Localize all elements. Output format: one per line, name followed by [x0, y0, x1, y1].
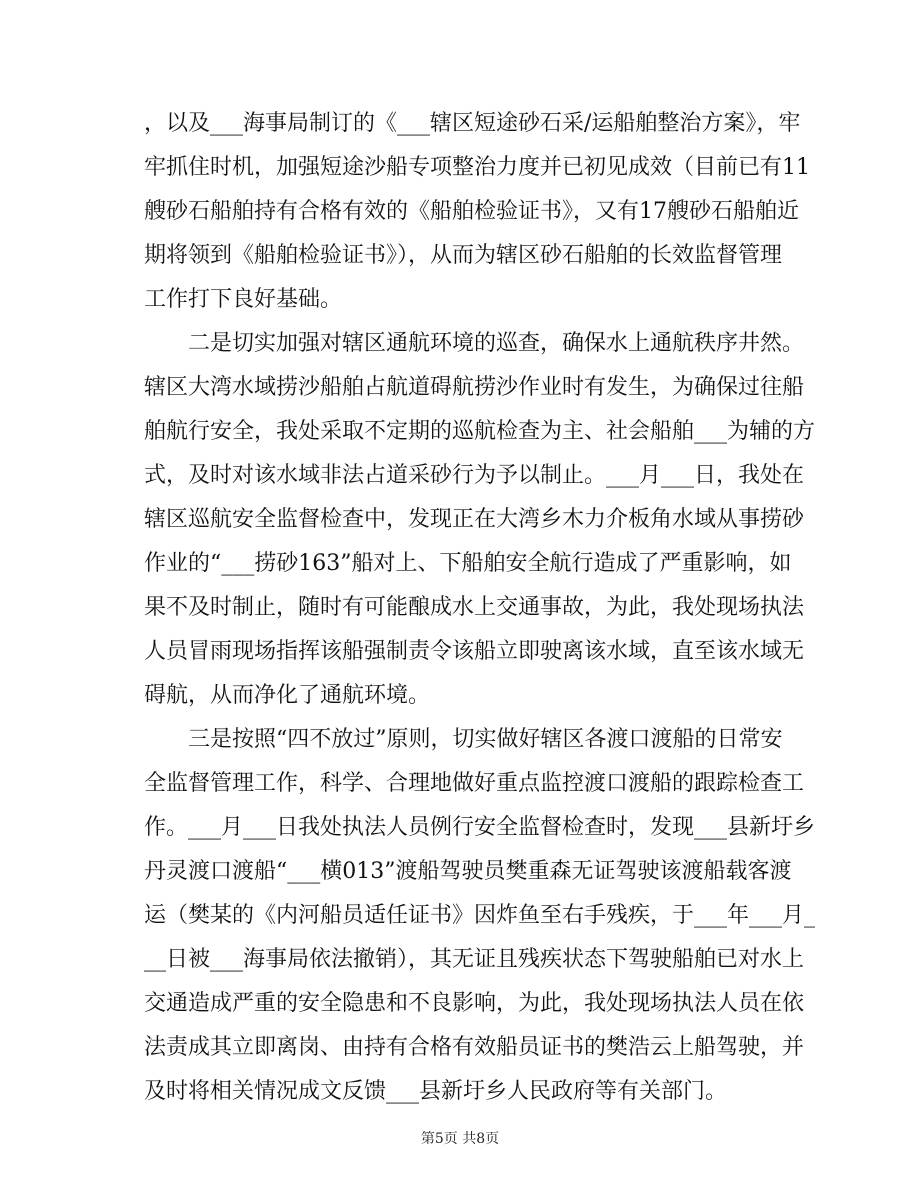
paragraph-3-line-9: 及时将相关情况成文反馈___县新圩乡人民政府等有关部门。 — [144, 1079, 728, 1104]
paragraph-1-line-4: 期将领到《船舶检验证书》），从而为辖区砂石船舶的长效监督管理 — [144, 243, 783, 268]
paragraph-2-line-4: 式，及时对该水域非法占道采砂行为予以制止。___月___日，我处在 — [144, 463, 805, 488]
paragraph-3-line-8: 法责成其立即离岗、由持有合格有效船员证书的樊浩云上船驾驶，并 — [144, 1035, 805, 1060]
paragraph-2-line-2: 辖区大湾水域捞沙船舶占航道碍航捞沙作业时有发生，为确保过往船 — [144, 375, 805, 400]
paragraph-3-line-6: __日被___海事局依法撤销），其无证且残疾状态下驾驶船舶已对水上 — [144, 947, 805, 972]
page-number-footer: 第5页 共8页 — [420, 1131, 500, 1147]
paragraph-1-line-2: 牢抓住时机，加强短途沙船专项整治力度并已初见成效（目前已有11 — [144, 155, 810, 180]
paragraph-2-line-3: 舶航行安全，我处采取不定期的巡航检查为主、社会船舶___为辅的方 — [144, 419, 816, 444]
paragraph-2-line-8: 人员冒雨现场指挥该船强制责令该船立即驶离该水域，直至该水域无 — [144, 639, 805, 664]
paragraph-2-line-7: 果不及时制止，随时有可能酿成水上交通事故，为此，我处现场执法 — [144, 595, 805, 620]
paragraph-3-line-7: 交通造成严重的安全隐患和不良影响，为此，我处现场执法人员在依 — [144, 991, 805, 1016]
paragraph-2-line-5: 辖区巡航安全监督检查中，发现正在大湾乡木力介板角水域从事捞砂 — [144, 507, 805, 532]
paragraph-1-line-3: 艘砂石船舶持有合格有效的《船舶检验证书》，又有17艘砂石船舶近 — [144, 199, 799, 224]
paragraph-3-line-3: 作。___月___日我处执法人员例行安全监督检查时，发现___县新圩乡 — [144, 815, 816, 840]
paragraph-1-line-5: 工作打下良好基础。 — [144, 287, 343, 312]
paragraph-2-line-9: 碍航，从而净化了通航环境。 — [144, 683, 431, 708]
paragraph-3-line-5: 运（樊某的《内河船员适任证书》因炸鱼至右手残疾，于___年___月_ — [144, 903, 816, 928]
paragraph-3-line-4: 丹灵渡口渡船“___横013”渡船驾驶员樊重森无证驾驶该渡船载客渡 — [144, 859, 792, 884]
paragraph-2-line-6: 作业的“___捞砂163”船对上、下船舶安全航行造成了严重影响，如 — [144, 551, 792, 576]
paragraph-3-line-2: 全监督管理工作，科学、合理地做好重点监控渡口渡船的跟踪检查工 — [144, 771, 805, 796]
paragraph-3-line-1: 三是按照“四不放过”原则，切实做好辖区各渡口渡船的日常安 — [188, 727, 783, 752]
paragraph-2-line-1: 二是切实加强对辖区通航环境的巡查，确保水上通航秩序井然。 — [188, 331, 805, 356]
paragraph-1-line-1: ，以及___海事局制订的《___辖区短途砂石采/运船舶整治方案》，牢 — [144, 111, 801, 136]
